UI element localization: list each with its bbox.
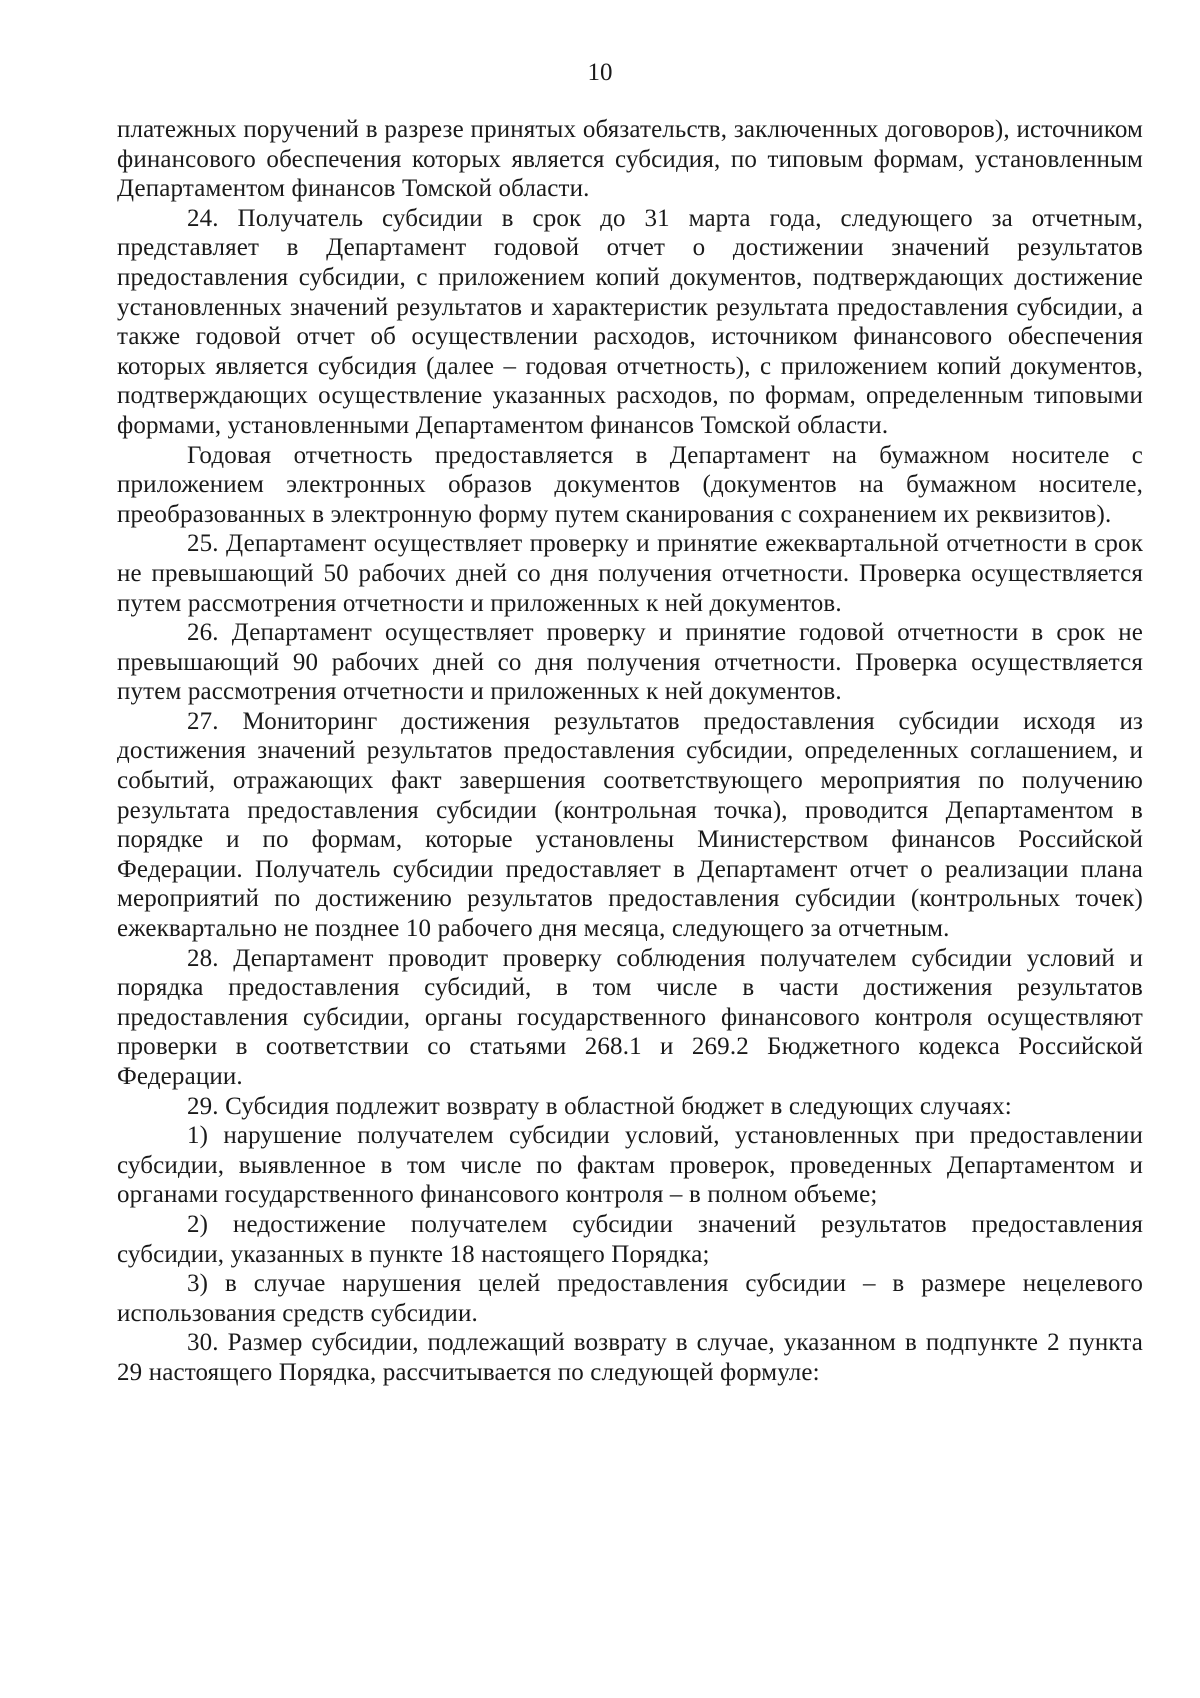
paragraph-28: 28. Департамент проводит проверку соблюдения получателем субсидии условий и порядка предоставления субсидий, в том числе в части достижения результатов предоставления субсидии, органы государственного финансового контроля осуществляют проверки в соответствии со статьями 268.1 и 269.2 Бюджетного кодекса Российской Федерации. bbox=[117, 944, 1143, 1090]
paragraph-27: 27. Мониторинг достижения результатов предоставления субсидии исходя из достижения значений результатов предоставления субсидии, определенных соглашением, и событий, отражающих факт завершения соответствующего мероприятия по получению результата предоставления субсидии (контрольная точка), проводится Департаментом в порядке и по формам, которые установлены Министерством финансов Российской Федерации. Получатель субсидии предоставляет в Департамент отчет о реализации плана мероприятий по достижению результатов предоставления субсидии (контрольных точек) ежеквартально не позднее 10 рабочего дня месяца, следующего за отчетным. bbox=[117, 707, 1143, 943]
paragraph-25: 25. Департамент осуществляет проверку и принятие ежеквартальной отчетности в срок не превышающий 50 рабочих дней со дня получения отчетности. Проверка осуществляется путем рассмотрения отчетности и приложенных к ней документов. bbox=[117, 530, 1143, 617]
paragraph-29: 29. Субсидия подлежит возврату в областной бюджет в следующих случаях: bbox=[187, 1092, 1012, 1120]
page-number: 10 bbox=[587, 59, 613, 86]
paragraph-26: 26. Департамент осуществляет проверку и принятие годовой отчетности в срок не превышающий 90 рабочих дней со дня получения отчетности. Проверка осуществляется путем рассмотрения отчетности и приложенных к ней документов. bbox=[117, 619, 1143, 706]
paragraph-annual-reporting: Годовая отчетность предоставляется в Департамент на бумажном носителе с приложением электронных образов документов (документов на бумажном носителе, преобразованных в электронную форму путем сканирования с сохранением их реквизитов). bbox=[117, 441, 1143, 528]
paragraph-29-item-2: 2) недостижение получателем субсидии значений результатов предоставления субсидии, указанных в пункте 18 настоящего Порядка; bbox=[117, 1210, 1143, 1268]
paragraph-29-item-3: 3) в случае нарушения целей предоставления субсидии – в размере нецелевого использования средств субсидии. bbox=[117, 1270, 1143, 1327]
paragraph-continuation: платежных поручений в разрезе принятых обязательств, заключенных договоров), источником финансового обеспечения которых является субсидия, по типовым формам, установленным Департаментом финансов Томской области. bbox=[117, 116, 1143, 203]
document-body bbox=[117, 115, 1143, 1388]
paragraph-24: 24. Получатель субсидии в срок до 31 марта года, следующего за отчетным, представляет в Департамент годовой отчет о достижении значений результатов предоставления субсидии, с приложением копий документов, подтверждающих достижение установленных значений результатов и характеристик результата предоставления субсидии, а также годовой отчет об осуществлении расходов, источником финансового обеспечения которых является субсидия (далее – годовая отчетность), с приложением копий документов, подтверждающих осуществление указанных расходов, по формам, определенным типовыми формами, установленными Департаментом финансов Томской области. bbox=[117, 204, 1143, 439]
paragraph-30: 30. Размер субсидии, подлежащий возврату в случае, указанном в подпункте 2 пункта 29 настоящего Порядка, рассчитывается по следующей формуле: bbox=[117, 1329, 1143, 1386]
paragraph-29-item-1: 1) нарушение получателем субсидии условий, установленных при предоставлении субсидии, выявленное в том числе по фактам проверок, проведенных Департаментом и органами государственного финансового контроля – в полном объеме; bbox=[117, 1122, 1143, 1209]
